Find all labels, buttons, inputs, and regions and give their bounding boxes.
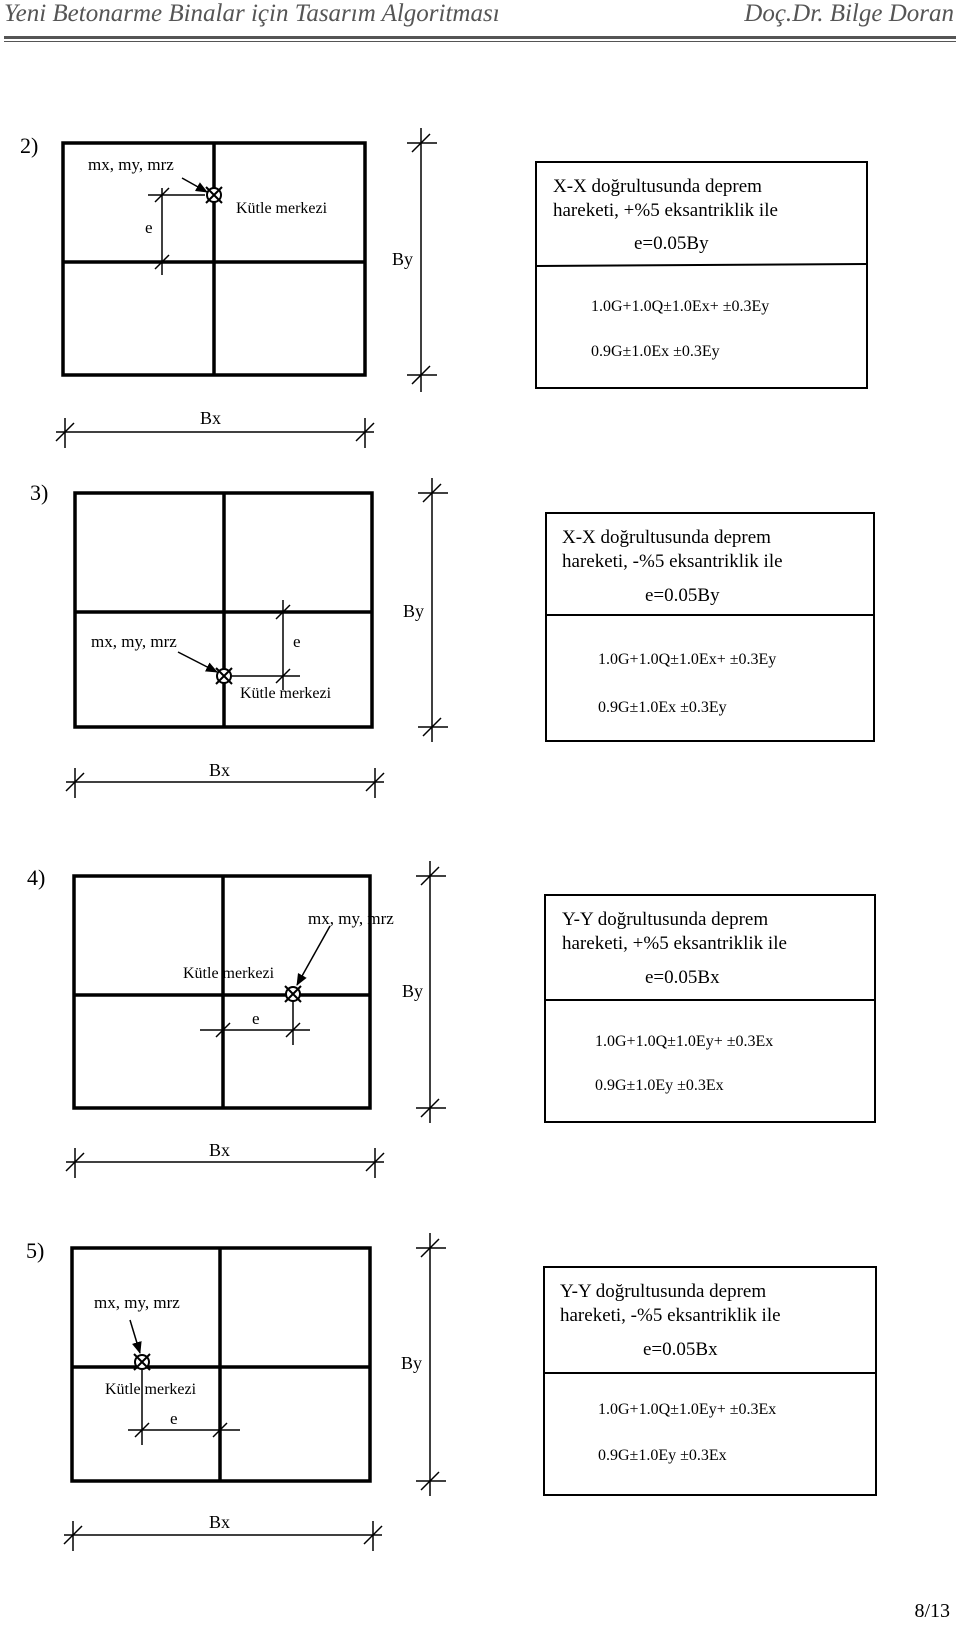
floor-plan: [63, 143, 365, 375]
moment-label: mx, my, mrz: [94, 1293, 180, 1312]
load-combination-box: [545, 895, 875, 1122]
by-label: By: [401, 1353, 423, 1373]
box-line-1: Y-Y doğrultusunda deprem: [560, 1281, 767, 1302]
eccentricity-label: e: [145, 218, 153, 237]
case-number: 3): [30, 480, 49, 505]
moment-arrow: [130, 1320, 140, 1353]
page-number: 8/13: [914, 1600, 950, 1622]
moment-arrow: [297, 926, 330, 985]
load-combination-box: [536, 162, 867, 388]
author-name: Doç.Dr. Bilge Doran: [744, 0, 954, 27]
mass-center-label: Kütle merkezi: [236, 200, 328, 217]
box-line-1: X-X doğrultusunda deprem: [553, 176, 762, 197]
box-line-2: hareketi, +%5 eksantriklik ile: [553, 200, 778, 221]
box-equation: e=0.05By: [634, 233, 709, 254]
box-combination-1: 1.0G+1.0Q±1.0Ey+ ±0.3Ex: [598, 1401, 777, 1418]
eccentricity-label: e: [170, 1409, 178, 1428]
by-label: By: [392, 249, 414, 269]
bx-label: Bx: [209, 1512, 231, 1532]
box-line-1: Y-Y doğrultusunda deprem: [562, 909, 769, 930]
moment-label: mx, my, mrz: [308, 909, 394, 928]
mass-center-icon: [134, 1354, 150, 1370]
box-combination-1: 1.0G+1.0Q±1.0Ex+ ±0.3Ey: [598, 651, 777, 668]
bx-label: Bx: [209, 1140, 231, 1160]
box-combination-2: 0.9G±1.0Ey ±0.3Ex: [598, 1447, 727, 1464]
moment-arrow: [178, 652, 217, 672]
case-5: [26, 1233, 876, 1551]
case-number: 2): [20, 133, 39, 158]
mass-center-icon: [216, 668, 232, 684]
moment-arrow: [182, 178, 207, 192]
box-combination-1: 1.0G+1.0Q±1.0Ey+ ±0.3Ex: [595, 1033, 774, 1050]
box-line-2: hareketi, -%5 eksantriklik ile: [560, 1305, 781, 1326]
bx-label: Bx: [209, 760, 231, 780]
by-label: By: [402, 981, 424, 1001]
box-line-1: X-X doğrultusunda deprem: [562, 527, 771, 548]
box-combination-1: 1.0G+1.0Q±1.0Ex+ ±0.3Ey: [591, 298, 770, 315]
moment-label: mx, my, mrz: [91, 632, 177, 651]
bx-label: Bx: [200, 408, 222, 428]
document-title: Yeni Betonarme Binalar için Tasarım Algoritması: [4, 0, 500, 27]
box-equation: e=0.05By: [645, 585, 720, 606]
mass-center-label: Kütle merkezi: [105, 1381, 197, 1398]
case-3: [30, 478, 874, 798]
by-label: By: [403, 601, 425, 621]
floor-plan: [72, 1248, 370, 1481]
box-combination-2: 0.9G±1.0Ex ±0.3Ey: [591, 343, 720, 360]
box-combination-2: 0.9G±1.0Ex ±0.3Ey: [598, 699, 727, 716]
case-number: 5): [26, 1238, 45, 1263]
case-2: [20, 128, 867, 448]
box-equation: e=0.05Bx: [645, 967, 720, 988]
mass-center-label: Kütle merkezi: [183, 965, 275, 982]
box-combination-2: 0.9G±1.0Ey ±0.3Ex: [595, 1077, 724, 1094]
box-equation: e=0.05Bx: [643, 1339, 718, 1360]
box-line-2: hareketi, +%5 eksantriklik ile: [562, 933, 787, 954]
case-4: [27, 861, 875, 1178]
eccentricity-label: e: [252, 1009, 260, 1028]
eccentricity-label: e: [293, 632, 301, 651]
load-combination-box: [544, 1267, 876, 1495]
mass-center-icon: [206, 187, 222, 203]
mass-center-label: Kütle merkezi: [240, 685, 332, 702]
mass-center-icon: [285, 986, 301, 1002]
moment-label: mx, my, mrz: [88, 155, 174, 174]
case-number: 4): [27, 865, 46, 890]
load-combination-box: [546, 513, 874, 741]
box-line-2: hareketi, -%5 eksantriklik ile: [562, 551, 783, 572]
